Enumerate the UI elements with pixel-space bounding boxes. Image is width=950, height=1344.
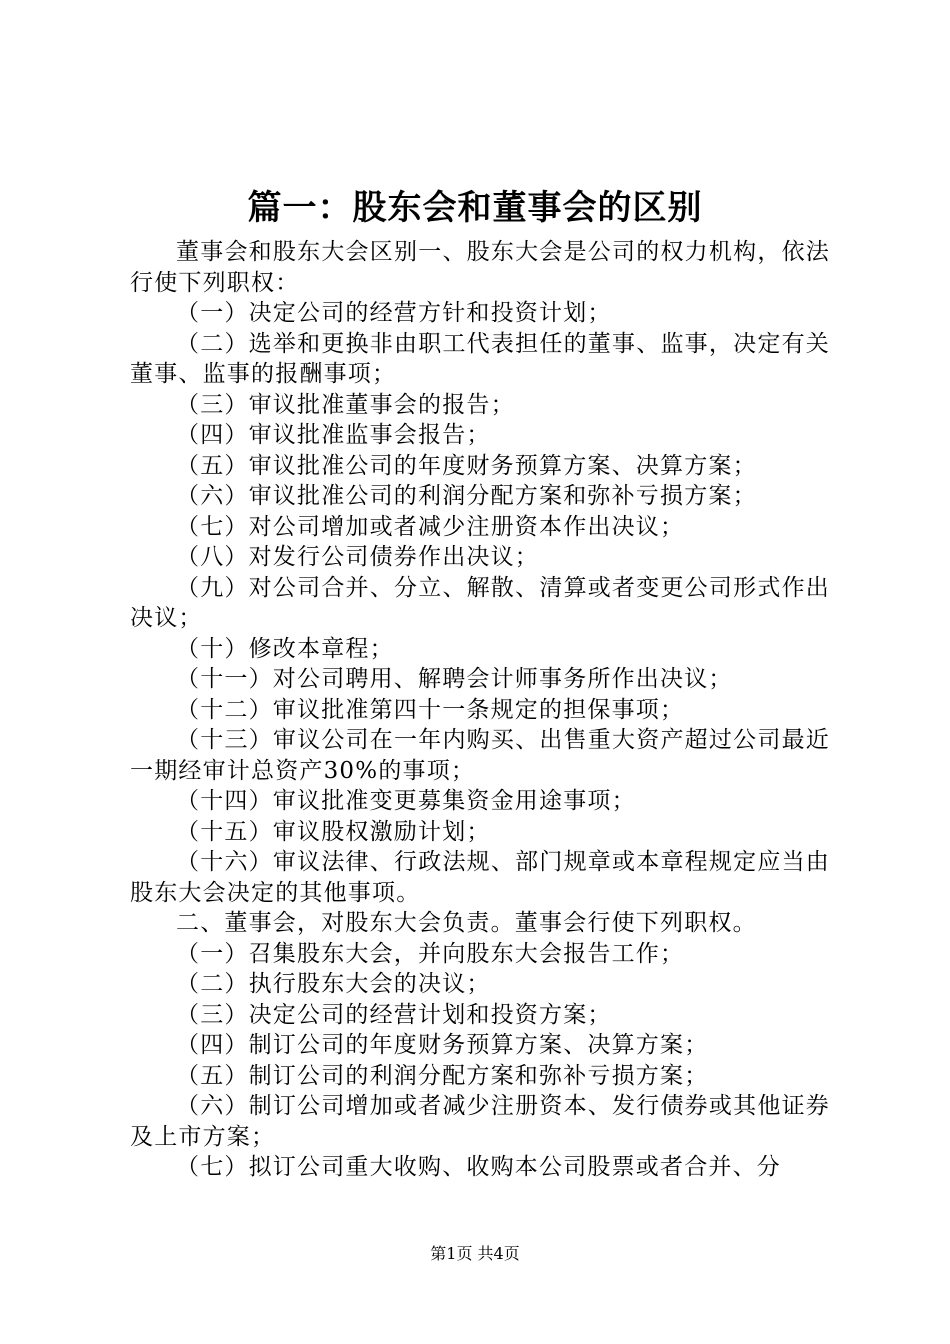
paragraph: （十二）审议批准第四十一条规定的担保事项； (176, 696, 685, 723)
paragraph: 董事会和股东大会区别一、股东大会是公司的权力机构，依法行使下列职权： (130, 239, 830, 296)
paragraph: （十五）审议股权激励计划； (176, 818, 491, 845)
paragraph: （十一）对公司聘用、解聘会计师事务所作出决议； (176, 666, 733, 692)
paragraph: （四）制订公司的年度财务预算方案、决算方案； (176, 1032, 709, 1058)
paragraph: （四）审议批准监事会报告； (176, 422, 491, 448)
paragraph: （二）选举和更换非由职工代表担任的董事、监事，决定有关董事、监事的报酬事项； (130, 330, 830, 387)
paragraph: （六）制订公司增加或者减少注册资本、发行债券或其他证券及上市方案； (130, 1093, 830, 1150)
paragraph: （十六）审议法律、行政法规、部门规章或本章程规定应当由股东大会决定的其他事项。 (130, 849, 830, 906)
paragraph: （八）对发行公司债券作出决议； (176, 544, 539, 570)
paragraph: （六）审议批准公司的利润分配方案和弥补亏损方案； (176, 483, 757, 509)
paragraph: （十四）审议批准变更募集资金用途事项； (176, 788, 636, 814)
paragraph: （一）召集股东大会，并向股东大会报告工作； (176, 940, 685, 967)
paragraph: （十）修改本章程； (176, 635, 394, 662)
paragraph: （五）制订公司的利润分配方案和弥补亏损方案； (176, 1062, 709, 1089)
paragraph: （三）审议批准董事会的报告； (176, 391, 515, 418)
paragraph: （七）对公司增加或者减少注册资本作出决议； (176, 513, 685, 540)
paragraph: （十三）审议公司在一年内购买、出售重大资产超过公司最近一期经审计总资产30%的事项； (130, 727, 830, 784)
paragraph: 二、董事会，对股东大会负责。董事会行使下列职权。 (176, 910, 757, 936)
document-body (130, 237, 830, 1183)
paragraph: （一）决定公司的经营方针和投资计划； (176, 300, 612, 326)
paragraph: （九）对公司合并、分立、解散、清算或者变更公司形式作出决议； (130, 574, 830, 631)
paragraph: （二）执行股东大会的决议； (176, 971, 491, 997)
document-title: 篇一：股东会和董事会的区别 (247, 188, 703, 228)
paragraph: （五）审议批准公司的年度财务预算方案、决算方案； (176, 452, 757, 479)
page-number-footer: 第1页 共4页 (430, 1244, 520, 1263)
paragraph: （七）拟订公司重大收购、收购本公司股票或者合并、分 (176, 1154, 781, 1180)
paragraph: （三）决定公司的经营计划和投资方案； (176, 1001, 612, 1028)
